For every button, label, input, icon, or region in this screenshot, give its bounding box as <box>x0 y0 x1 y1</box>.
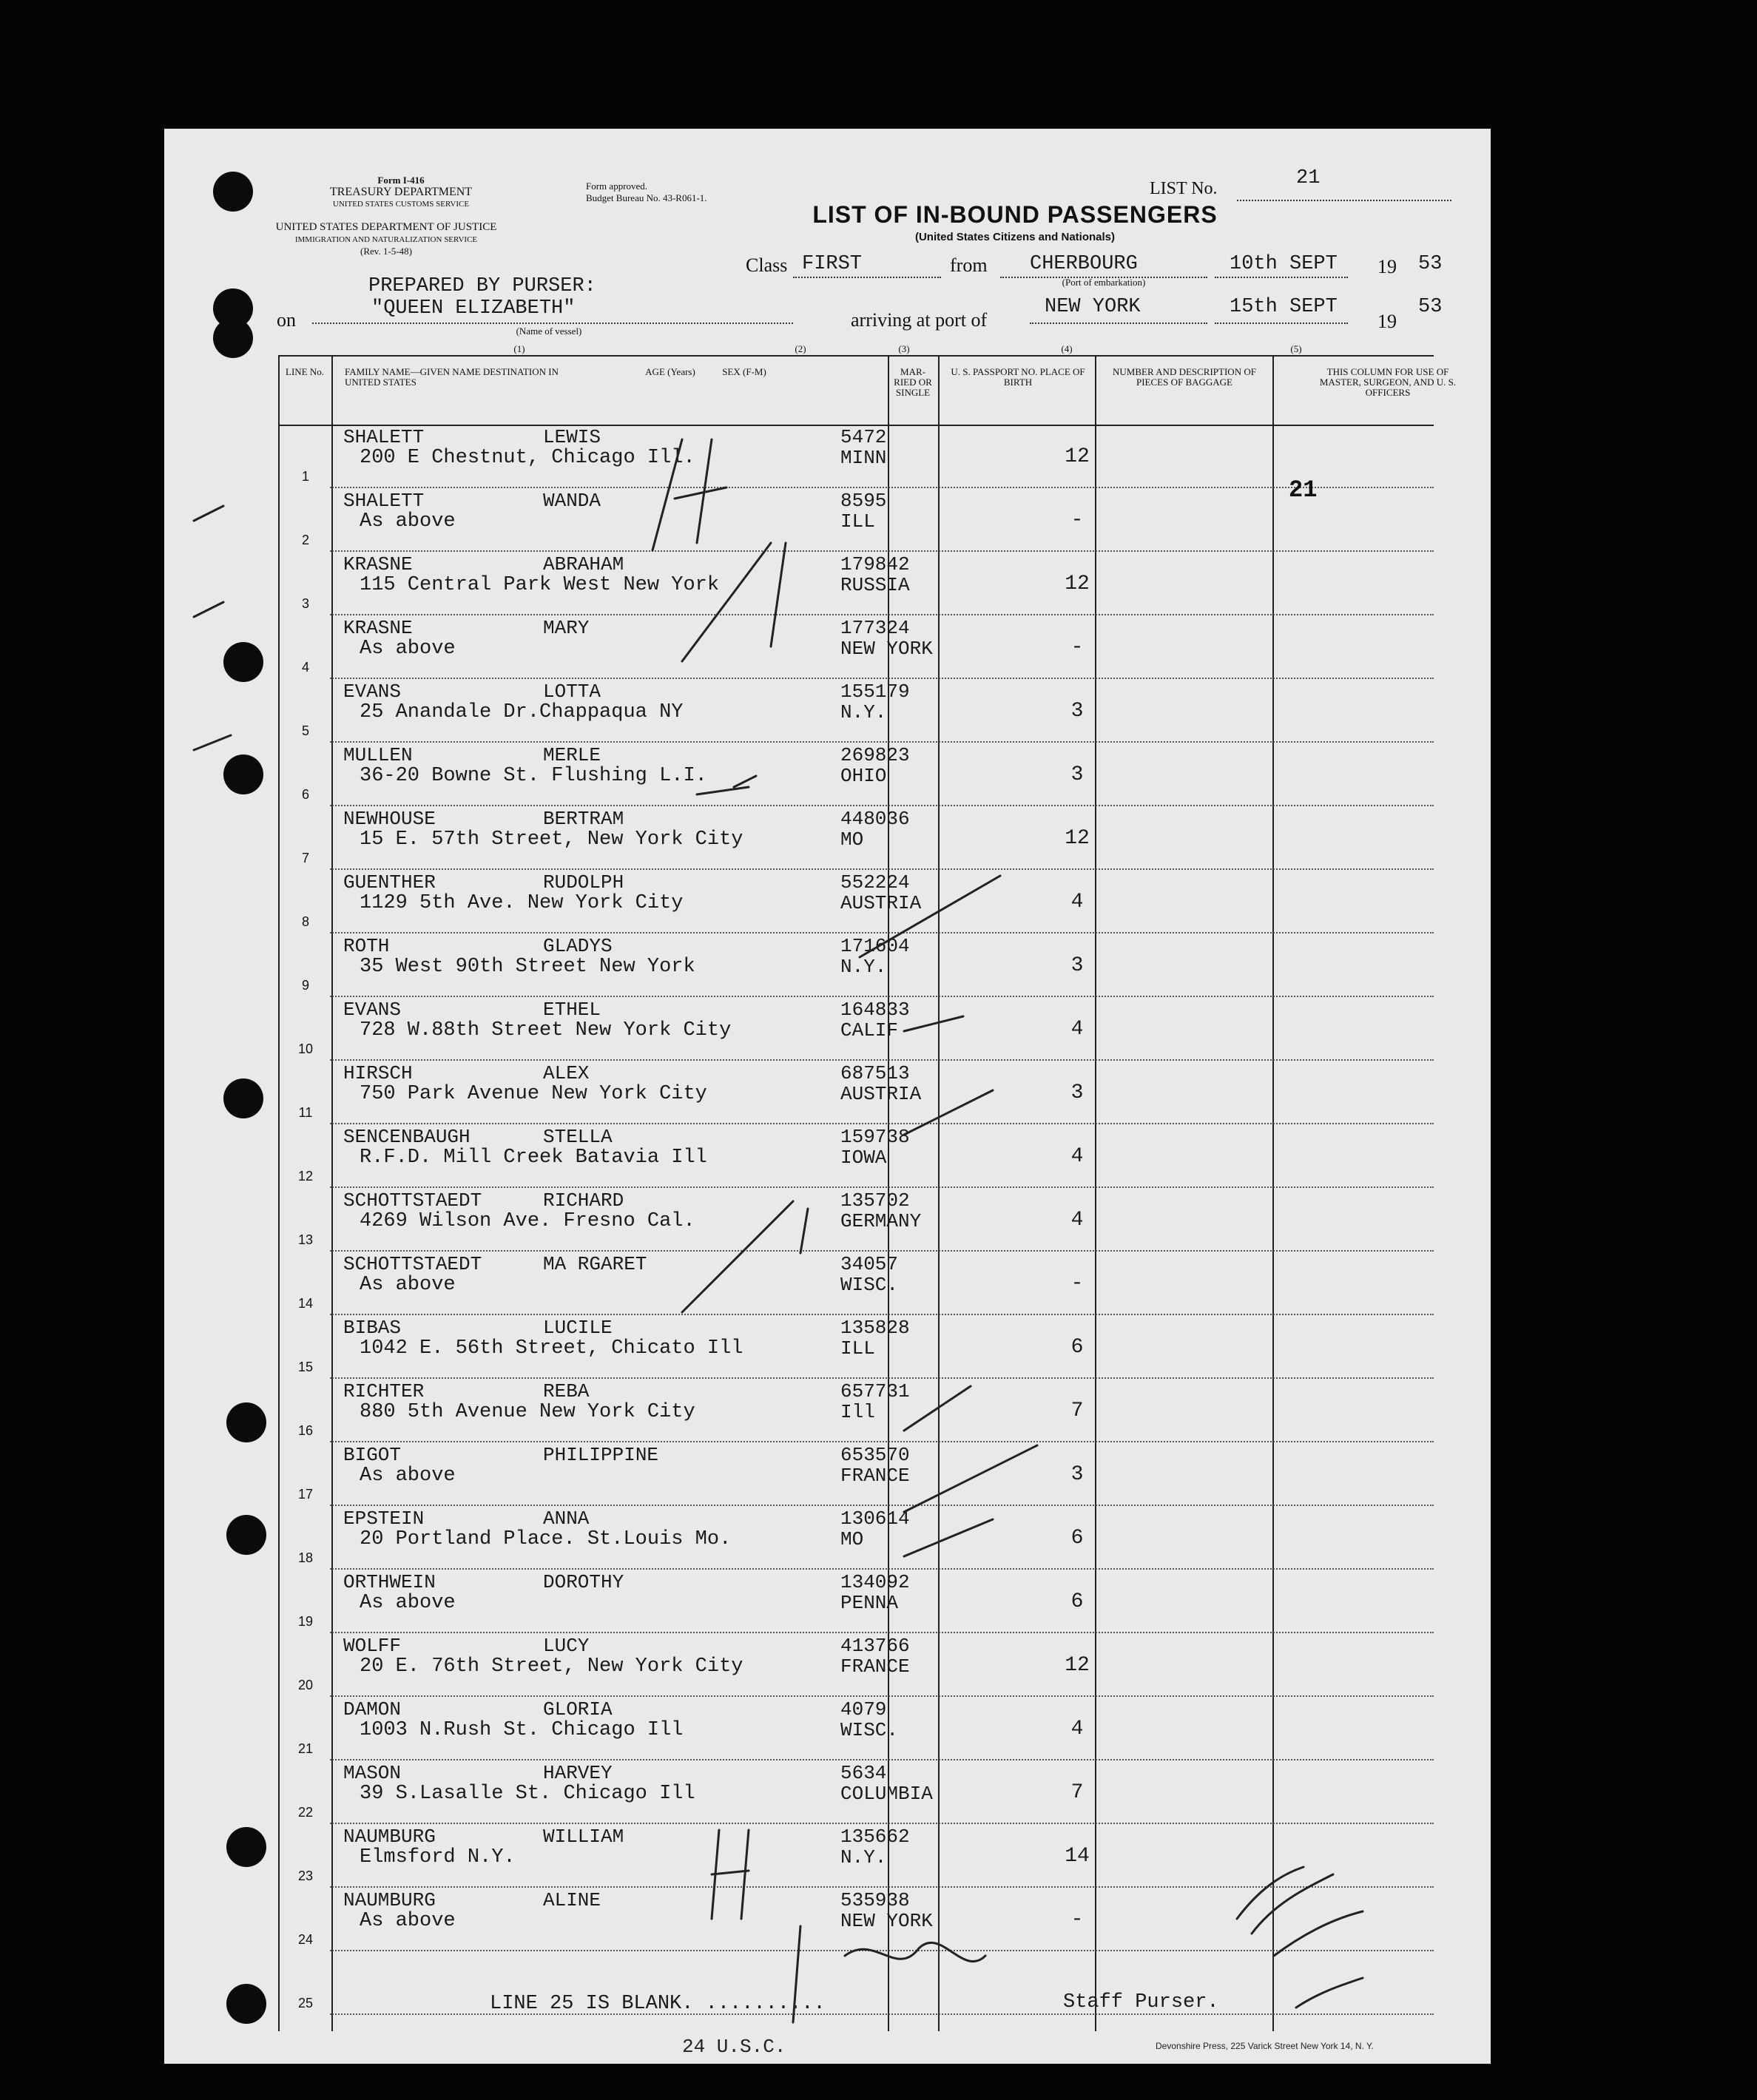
given-name: RICHARD <box>543 1189 624 1212</box>
destination: As above <box>360 1274 456 1296</box>
passport-number: 269823 <box>840 744 910 766</box>
line-number: 1 <box>301 469 309 484</box>
treasury-dept: TREASURY DEPARTMENT <box>329 186 473 198</box>
line-number: 2 <box>301 533 309 547</box>
given-name: ALINE <box>543 1889 601 1911</box>
place-of-birth: AUSTRIA <box>840 892 922 914</box>
line-number: 5 <box>301 723 309 738</box>
destination: 20 E. 76th Street, New York City <box>360 1655 743 1678</box>
list-no-label: LIST No. <box>1150 179 1218 198</box>
footer-blank-line: LINE 25 IS BLANK. .......... <box>490 1993 826 2015</box>
passport-number: 34057 <box>840 1253 899 1275</box>
baggage-count: 6 <box>1070 1336 1084 1359</box>
binder-hole <box>226 1515 266 1555</box>
destination: 1129 5th Ave. New York City <box>360 892 684 914</box>
baggage-count: - <box>1070 1272 1084 1295</box>
baggage-count: 3 <box>1070 1081 1084 1104</box>
from-label: from <box>950 254 988 276</box>
header-sex: SEX (F-M) <box>722 366 766 377</box>
depart-year: 53 <box>1418 253 1443 275</box>
place-of-birth: Ill <box>840 1401 875 1423</box>
given-name: LOTTA <box>543 681 601 703</box>
header-officers: THIS COLUMN FOR USE OF MASTER, SURGEON, AND U. S. OFFICERS <box>1319 366 1457 398</box>
baggage-count: 12 <box>1065 573 1090 595</box>
budget-bureau: Budget Bureau No. 43-R061-1. <box>586 192 707 203</box>
given-name: WANDA <box>543 490 601 512</box>
destination: As above <box>360 638 456 660</box>
depart-date: 10th SEPT <box>1230 253 1338 275</box>
destination: Elmsford N.Y. <box>360 1846 516 1868</box>
line-number: 14 <box>297 1296 314 1311</box>
given-name: MA RGARET <box>543 1253 647 1275</box>
line-number: 4 <box>301 660 309 675</box>
line-number: 13 <box>297 1232 314 1247</box>
list-no: 21 <box>1296 167 1321 189</box>
family-name: SHALETT <box>343 426 425 448</box>
place-of-birth: MINN <box>840 447 887 469</box>
from-value: CHERBOURG <box>1030 253 1138 275</box>
passport-number: 552224 <box>840 871 910 894</box>
given-name: LUCY <box>543 1635 590 1657</box>
given-name: RUDOLPH <box>543 871 624 894</box>
binder-hole <box>226 1984 266 2024</box>
place-of-birth: CALIF <box>840 1019 899 1041</box>
passport-number: 179842 <box>840 553 910 575</box>
given-name: ALEX <box>543 1062 590 1084</box>
given-name: LUCILE <box>543 1317 613 1339</box>
header-age: AGE (Years) <box>645 366 695 377</box>
family-name: ORTHWEIN <box>343 1571 436 1593</box>
line-number: 25 <box>297 1996 314 2010</box>
place-of-birth: OHIO <box>840 765 887 787</box>
line-number: 19 <box>297 1614 314 1629</box>
given-name: STELLA <box>543 1126 613 1148</box>
family-name: SHALETT <box>343 490 425 512</box>
binder-hole <box>213 172 253 212</box>
baggage-count: 7 <box>1070 1400 1084 1422</box>
arrival-port: NEW YORK <box>1045 296 1141 318</box>
passport-number: 135662 <box>840 1826 910 1848</box>
passport-number: 5634 <box>840 1762 887 1784</box>
place-of-birth: WISC. <box>840 1719 899 1741</box>
passport-number: 653570 <box>840 1444 910 1466</box>
port-embark-label: (Port of embarkation) <box>1062 277 1146 288</box>
family-name: MASON <box>343 1762 402 1784</box>
given-name: BERTRAM <box>543 808 624 830</box>
destination: 20 Portland Place. St.Louis Mo. <box>360 1528 732 1550</box>
baggage-count: 6 <box>1070 1527 1084 1550</box>
given-name: WILLIAM <box>543 1826 624 1848</box>
baggage-count: 4 <box>1070 1018 1084 1041</box>
header-line: LINE No. <box>286 366 324 377</box>
family-name: NAUMBURG <box>343 1889 436 1911</box>
binder-hole <box>223 754 263 794</box>
passport-number: 687513 <box>840 1062 910 1084</box>
binder-hole <box>226 1402 266 1442</box>
family-name: SCHOTTSTAEDT <box>343 1253 482 1275</box>
given-name: REBA <box>543 1380 590 1402</box>
family-name: DAMON <box>343 1698 402 1721</box>
destination: As above <box>360 1910 456 1932</box>
baggage-count: 12 <box>1065 1654 1090 1677</box>
line-number: 3 <box>301 596 309 611</box>
destination: 36-20 Bowne St. Flushing L.I. <box>360 765 707 787</box>
arrival-date: 15th SEPT <box>1230 296 1338 318</box>
given-name: DOROTHY <box>543 1571 624 1593</box>
destination: 115 Central Park West New York <box>360 574 720 596</box>
revision: (Rev. 1-5-48) <box>360 246 412 257</box>
header-married: MAR-RIED OR SINGLE <box>894 366 932 398</box>
line-number: 17 <box>297 1487 314 1502</box>
line-number: 12 <box>297 1169 314 1184</box>
given-name: GLADYS <box>543 935 613 957</box>
destination: As above <box>360 510 456 533</box>
family-name: BIGOT <box>343 1444 402 1466</box>
baggage-count: 3 <box>1070 700 1084 723</box>
place-of-birth: RUSSIA <box>840 574 910 596</box>
passport-number: 8595 <box>840 490 887 512</box>
line-number: 18 <box>297 1550 314 1565</box>
form-subtitle: (United States Citizens and Nationals) <box>914 231 1116 243</box>
family-name: EPSTEIN <box>343 1508 425 1530</box>
destination: As above <box>360 1465 456 1487</box>
destination: 25 Anandale Dr.Chappaqua NY <box>360 701 684 723</box>
passport-number: 135702 <box>840 1189 910 1212</box>
baggage-count: 3 <box>1070 954 1084 977</box>
family-name: WOLFF <box>343 1635 402 1657</box>
line-number: 22 <box>297 1805 314 1820</box>
officer-stamp-number: 21 <box>1289 476 1318 504</box>
customs-service: UNITED STATES CUSTOMS SERVICE <box>332 200 470 209</box>
vessel-label: (Name of vessel) <box>516 325 582 337</box>
place-of-birth: PENNA <box>840 1592 899 1614</box>
line-number: 10 <box>297 1041 314 1056</box>
col-num-4: (4) <box>1061 343 1073 354</box>
line-number: 6 <box>301 787 309 802</box>
footer-role: Staff Purser. <box>1063 1991 1219 2013</box>
place-of-birth: N.Y. <box>840 701 887 723</box>
justice-dept: UNITED STATES DEPARTMENT OF JUSTICE <box>275 221 497 233</box>
line-number: 7 <box>301 851 309 865</box>
destination: R.F.D. Mill Creek Batavia Ill <box>360 1147 707 1169</box>
col-num-5: (5) <box>1290 343 1302 354</box>
passport-number: 164833 <box>840 999 910 1021</box>
line-number: 16 <box>297 1423 314 1438</box>
passport-number: 171604 <box>840 935 910 957</box>
binder-hole <box>226 1827 266 1867</box>
baggage-count: - <box>1070 636 1084 659</box>
given-name: MARY <box>543 617 590 639</box>
given-name: LEWIS <box>543 426 601 448</box>
family-name: EVANS <box>343 681 402 703</box>
passport-number: 657731 <box>840 1380 910 1402</box>
handwritten-marks <box>164 129 1491 2064</box>
baggage-count: 4 <box>1070 1145 1084 1168</box>
passport-number: 159738 <box>840 1126 910 1148</box>
given-name: HARVEY <box>543 1762 613 1784</box>
passport-number: 535938 <box>840 1889 910 1911</box>
baggage-count: - <box>1070 1908 1084 1931</box>
destination: 728 W.88th Street New York City <box>360 1019 732 1041</box>
destination: 750 Park Avenue New York City <box>360 1083 707 1105</box>
header-passport: U. S. PASSPORT NO. PLACE OF BIRTH <box>951 366 1085 388</box>
passport-number: 134092 <box>840 1571 910 1593</box>
form-number: Form I-416 <box>377 175 425 186</box>
family-name: MULLEN <box>343 744 413 766</box>
passport-number: 155179 <box>840 681 910 703</box>
family-name: EVANS <box>343 999 402 1021</box>
destination: 880 5th Avenue New York City <box>360 1401 695 1423</box>
family-name: SENCENBAUGH <box>343 1126 471 1148</box>
passport-number: 413766 <box>840 1635 910 1657</box>
place-of-birth: NEW YORK <box>840 1910 933 1932</box>
family-name: BIBAS <box>343 1317 402 1339</box>
place-of-birth: MO <box>840 1528 864 1550</box>
header-name: FAMILY NAME—GIVEN NAME DESTINATION IN UNITED STATES <box>345 366 559 388</box>
arriving-label: arriving at port of <box>851 309 988 331</box>
baggage-count: - <box>1070 509 1084 532</box>
line-number: 11 <box>298 1105 313 1120</box>
destination: 200 E Chestnut, Chicago Ill. <box>360 447 695 469</box>
place-of-birth: N.Y. <box>840 956 887 978</box>
on-label: on <box>277 309 296 331</box>
family-name: SCHOTTSTAEDT <box>343 1189 482 1212</box>
passport-number: 130614 <box>840 1508 910 1530</box>
vessel-name: "QUEEN ELIZABETH" <box>371 297 576 320</box>
family-name: HIRSCH <box>343 1062 413 1084</box>
binder-hole <box>223 642 263 682</box>
place-of-birth: COLUMBIA <box>840 1783 933 1805</box>
destination: 39 S.Lasalle St. Chicago Ill <box>360 1783 695 1805</box>
place-of-birth: AUSTRIA <box>840 1083 922 1105</box>
baggage-count: 6 <box>1070 1590 1084 1613</box>
passport-number: 4079 <box>840 1698 887 1721</box>
given-name: ABRAHAM <box>543 553 624 575</box>
place-of-birth: MO <box>840 828 864 851</box>
line-number: 9 <box>301 978 309 993</box>
arrival-year-prefix: 19 <box>1377 311 1397 332</box>
place-of-birth: ILL <box>840 510 875 533</box>
form-approved: Form approved. <box>586 180 648 192</box>
baggage-count: 7 <box>1070 1781 1084 1804</box>
col-num-2: (2) <box>795 343 806 354</box>
passport-number: 135828 <box>840 1317 910 1339</box>
col-num-3: (3) <box>898 343 910 354</box>
destination: 35 West 90th Street New York <box>360 956 695 978</box>
baggage-count: 4 <box>1070 1718 1084 1741</box>
family-name: KRASNE <box>343 553 413 575</box>
binder-hole <box>213 318 253 358</box>
bottom-code: 24 U.S.C. <box>682 2036 786 2058</box>
binder-hole <box>223 1078 263 1118</box>
family-name: ROTH <box>343 935 390 957</box>
place-of-birth: GERMANY <box>840 1210 922 1232</box>
prepared-by: PREPARED BY PURSER: <box>368 275 596 297</box>
manifest-page <box>164 129 1491 2064</box>
place-of-birth: FRANCE <box>840 1655 910 1678</box>
line-number: 23 <box>297 1868 314 1883</box>
family-name: NAUMBURG <box>343 1826 436 1848</box>
given-name: PHILIPPINE <box>543 1444 659 1466</box>
destination: As above <box>360 1592 456 1614</box>
baggage-count: 3 <box>1070 1463 1084 1486</box>
header-baggage: NUMBER AND DESCRIPTION OF PIECES OF BAGGAGE <box>1113 366 1256 388</box>
line-number: 21 <box>297 1741 314 1756</box>
place-of-birth: NEW YORK <box>840 638 933 660</box>
given-name: GLORIA <box>543 1698 613 1721</box>
destination: 4269 Wilson Ave. Fresno Cal. <box>360 1210 695 1232</box>
col-num-1: (1) <box>513 343 525 354</box>
place-of-birth: ILL <box>840 1337 875 1360</box>
form-title: LIST OF IN-BOUND PASSENGERS <box>812 201 1218 228</box>
class-label: Class <box>746 254 788 276</box>
line-number: 20 <box>297 1678 314 1692</box>
destination: 15 E. 57th Street, New York City <box>360 828 743 851</box>
given-name: ETHEL <box>543 999 601 1021</box>
baggage-count: 4 <box>1070 1209 1084 1232</box>
passport-number: 5472 <box>840 426 887 448</box>
place-of-birth: N.Y. <box>840 1846 887 1868</box>
printer-imprint: Devonshire Press, 225 Varick Street New York 14, N. Y. <box>1156 2041 1374 2051</box>
line-number: 15 <box>297 1360 314 1374</box>
ins-service: IMMIGRATION AND NATURALIZATION SERVICE <box>294 235 478 244</box>
baggage-count: 12 <box>1065 827 1090 850</box>
baggage-count: 12 <box>1065 445 1090 468</box>
baggage-count: 4 <box>1070 891 1084 914</box>
line-number: 24 <box>297 1932 314 1947</box>
place-of-birth: WISC. <box>840 1274 899 1296</box>
family-name: NEWHOUSE <box>343 808 436 830</box>
line-number: 8 <box>301 914 309 929</box>
given-name: MERLE <box>543 744 601 766</box>
place-of-birth: FRANCE <box>840 1465 910 1487</box>
family-name: KRASNE <box>343 617 413 639</box>
destination: 1003 N.Rush St. Chicago Ill <box>360 1719 684 1741</box>
depart-year-prefix: 19 <box>1377 256 1397 277</box>
class-value: FIRST <box>802 253 863 275</box>
baggage-count: 3 <box>1070 763 1084 786</box>
passport-number: 448036 <box>840 808 910 830</box>
family-name: RICHTER <box>343 1380 425 1402</box>
baggage-count: 14 <box>1065 1845 1090 1868</box>
place-of-birth: IOWA <box>840 1147 887 1169</box>
passport-number: 177324 <box>840 617 910 639</box>
family-name: GUENTHER <box>343 871 436 894</box>
given-name: ANNA <box>543 1508 590 1530</box>
arrival-year: 53 <box>1418 296 1443 318</box>
destination: 1042 E. 56th Street, Chicato Ill <box>360 1337 743 1360</box>
